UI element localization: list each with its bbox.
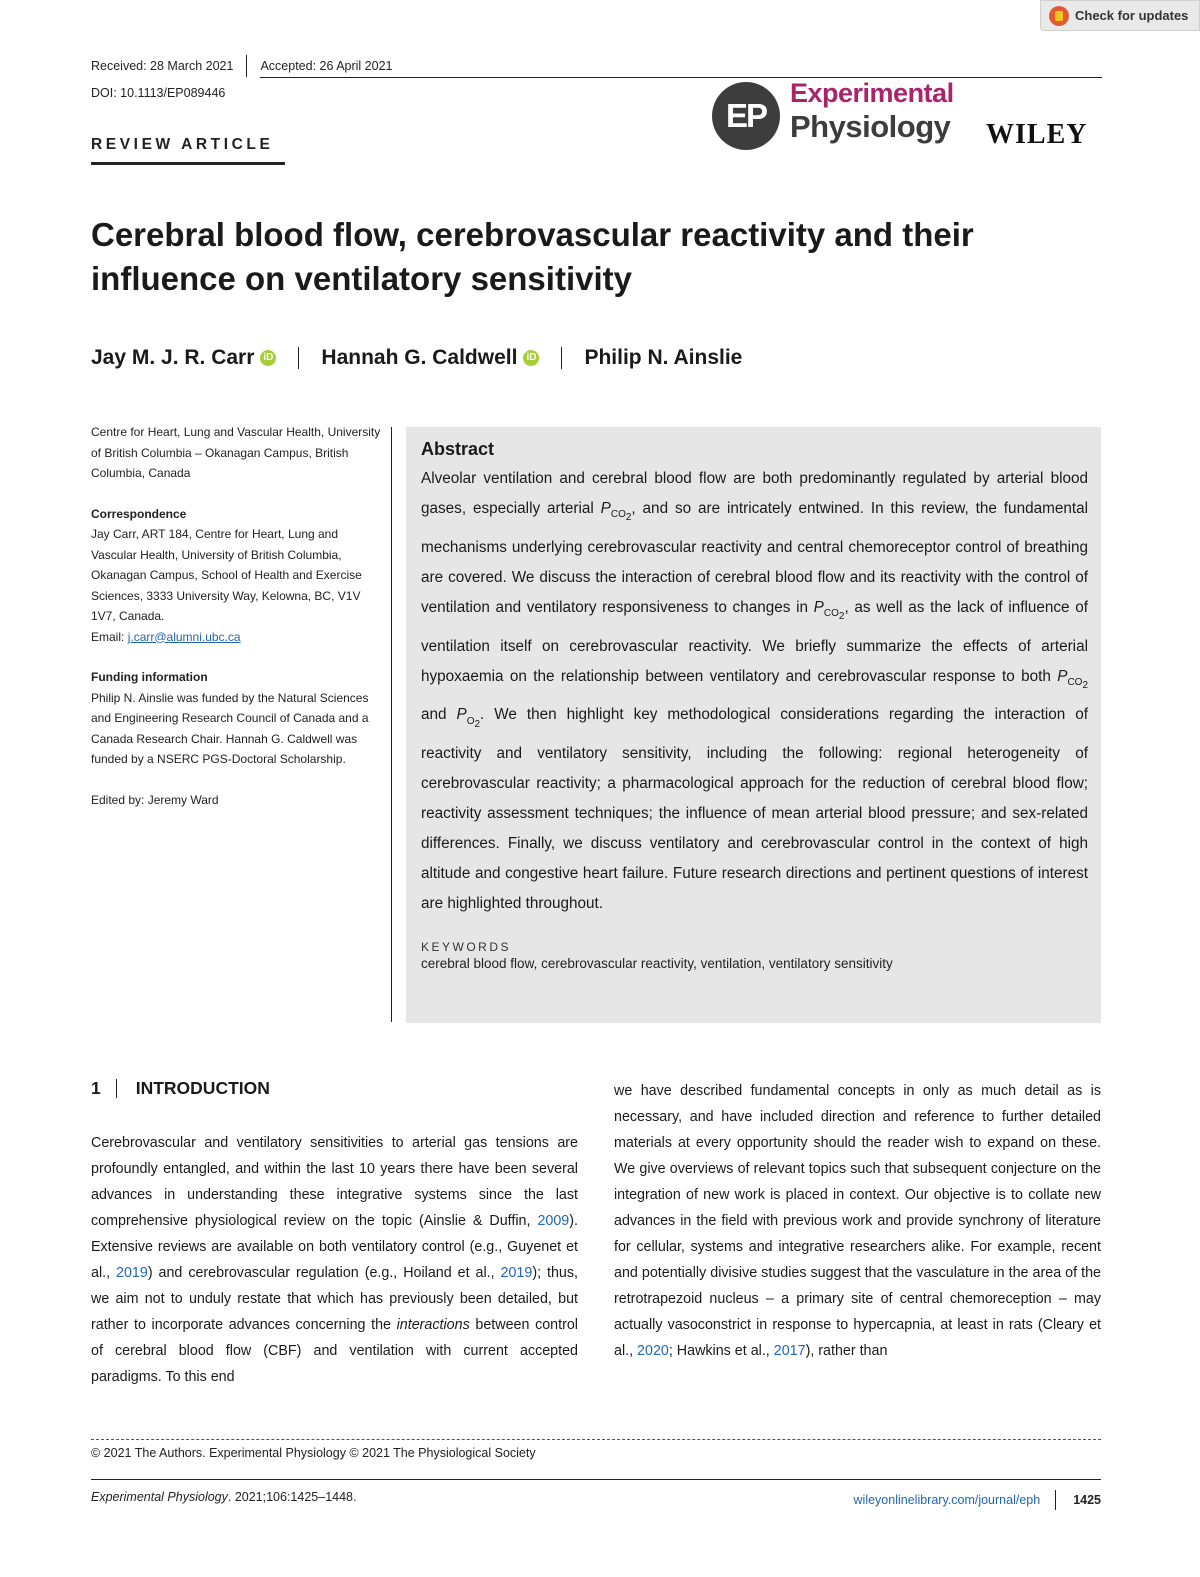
author-name[interactable]: Hannah G. Caldwell xyxy=(321,346,518,369)
email-label: Email: xyxy=(91,629,125,644)
journal-citation: Experimental Physiology. 2021;106:1425–1448. xyxy=(91,1490,357,1504)
divider xyxy=(561,347,562,369)
article-type-underline xyxy=(91,162,285,165)
citation-link[interactable]: 2020 xyxy=(637,1343,669,1359)
funding-text: Philip N. Ainslie was funded by the Natural Sciences and Engineering Research Council of Canada and a Canada Research Chair. Hannah G. Caldwell was funded by a NSERC PGS-Doctoral Scholarship. xyxy=(91,690,369,766)
footer-rule xyxy=(91,1479,1101,1480)
orcid-icon[interactable]: iD xyxy=(523,350,539,366)
citation-link[interactable]: 2019 xyxy=(500,1265,533,1281)
abstract-text: Alveolar ventilation and cerebral blood flow are both predominantly regulated by arterial blood gases, especially arterial $P_{CO_2}$, and so are intricately entwined. In this review, the fundamental mechanisms underlying cerebrovascular reactivity and central chemoreceptor control of breathing are covered. We discuss the interaction of cerebral blood flow and its reactivity with the control of ventilation and ventilatory responsiveness to changes in $P_{CO_2}$, as well as the lack of influence of ventilation itself on cerebrovascular reactivity. We briefly summarize the effects of arterial hypoxaemia on the relationship between ventilatory and cerebrovascular response to both $P_{CO_2}$ and $P_{O_2}$. We then highlight key methodological considerations regarding the interaction of reactivity and ventilatory sensitivity, including the following: regional heterogeneity of cerebrovascular reactivity; a pharmacological approach for the reduction of cerebral blood flow; reactivity assessment techniques; the influence of mean arterial blood pressure; and sex-related differences. Finally, we discuss ventilatory and cerebrovascular control in the context of high altitude and congestive heart failure. Future research directions and pertinent questions of interest are highlighted throughout. xyxy=(421,470,1088,912)
article-title: Cerebral blood flow, cerebrovascular reactivity and their influence on ventilatory sensitivity xyxy=(91,216,974,297)
citation-link[interactable]: 2017 xyxy=(773,1343,806,1359)
edited-by: Edited by: Jeremy Ward xyxy=(91,792,219,807)
section-number: 1 xyxy=(91,1078,101,1098)
citation-link[interactable]: 2019 xyxy=(116,1265,148,1281)
author-name[interactable]: Jay M. J. R. Carr xyxy=(91,346,255,369)
citation-link[interactable]: 2009 xyxy=(537,1213,570,1229)
keywords-list: cerebral blood flow, cerebrovascular reactivity, ventilation, ventilatory sensitivity xyxy=(421,955,893,971)
author-list xyxy=(91,346,742,370)
footnote-rule xyxy=(91,1439,1101,1440)
section-heading xyxy=(91,1078,270,1099)
divider xyxy=(298,347,299,369)
funding-label: Funding information xyxy=(91,670,208,684)
divider xyxy=(1055,1490,1056,1510)
journal-url-link[interactable]: wileyonlinelibrary.com/journal/eph xyxy=(853,1493,1041,1507)
journal-logo[interactable] xyxy=(712,78,1104,148)
publisher-logo: WILEY xyxy=(986,119,1088,150)
journal-name-line1: Experimental xyxy=(790,78,954,108)
ep-logo-icon: EP xyxy=(712,82,780,150)
correspondence-label: Correspondence xyxy=(91,506,187,521)
journal-name-line2: Physiology xyxy=(790,109,951,144)
article-type: REVIEW ARTICLE xyxy=(91,136,274,153)
check-for-updates-label: Check for updates xyxy=(1075,8,1189,23)
copyright: © 2021 The Authors. Experimental Physiology © 2021 The Physiological Society xyxy=(91,1446,536,1460)
section-title: INTRODUCTION xyxy=(135,1078,270,1098)
abstract-heading: Abstract xyxy=(421,439,495,459)
page-number: 1425 xyxy=(1073,1493,1101,1507)
check-for-updates-button[interactable] xyxy=(1040,0,1200,31)
intro-column-left: Cerebrovascular and ventilatory sensitivities to arterial gas tensions are profoundly entangled, and within the last 10 years there have been several advances in understanding these integrative systems since the last comprehensive physiological review on the topic (Ainslie & Duffin, 2009). Extensive reviews are available on both ventilatory control (e.g., Guyenet et al., 2019) and cerebrovascular regulation (e.g., Hoiland et al., 2019); thus, we aim not to unduly restate that which has previously been detailed, but rather to incorporate advances concerning the interactions between control of cerebral blood flow (CBF) and ventilation with current accepted paradigms. To this end xyxy=(91,1135,578,1385)
footer-links xyxy=(854,1490,1101,1510)
doi[interactable]: DOI: 10.1113/EP089446 xyxy=(91,86,226,100)
article-info-sidebar xyxy=(91,422,381,830)
article-dates xyxy=(91,55,393,77)
orcid-icon[interactable]: iD xyxy=(260,350,276,366)
email-line xyxy=(91,627,381,648)
bookmark-icon xyxy=(1049,6,1069,26)
sidebar-rule xyxy=(391,427,392,1022)
funding xyxy=(91,667,381,770)
divider xyxy=(116,1079,117,1098)
divider xyxy=(246,55,247,77)
accepted-date: Accepted: 26 April 2021 xyxy=(260,59,393,73)
intro-column-right: we have described fundamental concepts in only as much detail as is necessary, and have included direction and reference to further detailed materials at every opportunity should the reader wish to expand on these. We give overviews of relevant topics such that subsequent conjecture on the integration of new work is placed in context. Our objective is to collate new advances in the field with previous work and provide synchrony of literature for cellular, systems and integrative researchers alike. For example, recent and potentially divisive studies suggest that the vasculature in the area of the retrotrapezoid nucleus – a primary site of central chemoreception – may actually vasoconstrict in response to hypercapnia, at least in rats (Cleary et al., 2020; Hawkins et al., 2017), rather than xyxy=(614,1083,1101,1359)
correspondence-address: Jay Carr, ART 184, Centre for Heart, Lung and Vascular Health, University of British Columbia, Okanagan Campus, School of Health and Exercise Sciences, 3333 University Way, Kelowna, BC, V1V 1V7, Canada. xyxy=(91,527,362,623)
abstract-box xyxy=(406,427,1101,1023)
keywords-title: KEYWORDS xyxy=(421,939,512,954)
email-link[interactable]: j.carr@alumni.ubc.ca xyxy=(127,629,241,644)
correspondence xyxy=(91,504,381,648)
author-name[interactable]: Philip N. Ainslie xyxy=(584,346,743,369)
affiliation: Centre for Heart, Lung and Vascular Health, University of British Columbia – Okanagan Campus, British Columbia, Canada xyxy=(91,425,381,480)
received-date: Received: 28 March 2021 xyxy=(91,59,234,73)
